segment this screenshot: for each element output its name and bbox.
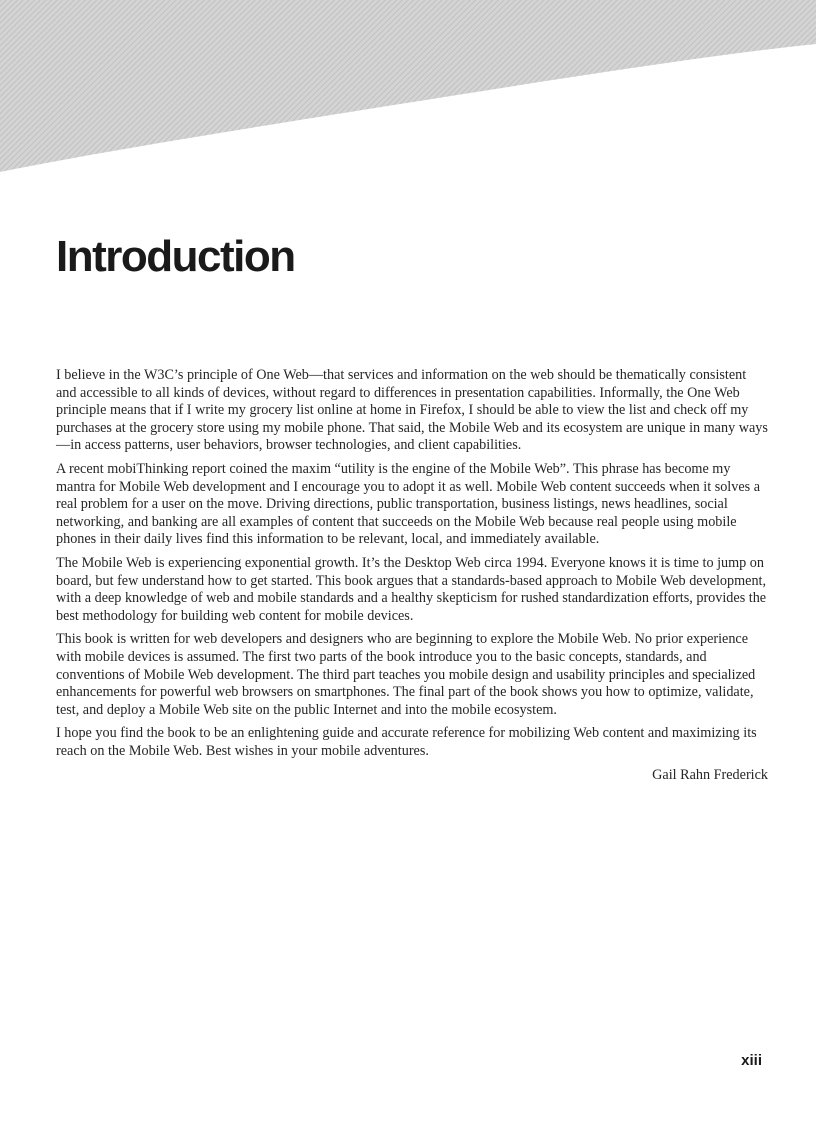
- paragraph: This book is written for web developers and designers who are beginning to explore the Mobile Web. No prior experience with mobile devices is assumed. The first two parts of the book introduce you to the basic concepts, standards, and conventions of Mobile Web development. The third part teaches you mobile design and usability principles and specialized enhancements for powerful web browsers on smartphones. The final part of the book shows you how to optimize, validate, test, and deploy a Mobile Web site on the public Internet and into the mobile ecosystem.: [56, 631, 756, 718]
- page-number: xiii: [741, 1052, 762, 1069]
- paragraph: I hope you find the book to be an enlightening guide and accurate reference for mobilizing Web content and maximizing its reach on the Mobile Web. Best wishes in your mobile adventures.: [56, 725, 757, 759]
- paragraph: I believe in the W3C’s principle of One Web—that services and information on the web should be thematically consistent and accessible to all kinds of devices, without regard to differences in presentation capabilities. Informally, the One Web principle means that if I write my grocery list online at home in Firefox, I should be able to view the list and check off my purchases at the grocery store using my mobile phone. That said, the Mobile Web and its ecosystem are unique in many ways—in access patterns, user behaviors, browser technologies, and client capabilities.: [56, 367, 768, 454]
- paragraph: A recent mobiThinking report coined the maxim “utility is the engine of the Mobile Web”. This phrase has become my mantra for Mobile Web development and I encourage you to adopt it as well. Mobile Web content succeeds when it solves a real problem for a user on the move. Driving directions, public transportation, business listings, news headlines, social networking, and banking are all examples of content that succeeds on the Mobile Web because real people using mobile phones in their daily lives find this information to be relevant, local, and immediately available.: [56, 460, 761, 548]
- chapter-title: Introduction: [56, 232, 295, 281]
- header-swoosh: [0, 0, 816, 180]
- author-signature: Gail Rahn Frederick: [652, 767, 768, 784]
- paragraph: The Mobile Web is experiencing exponential growth. It’s the Desktop Web circa 1994. Everyone knows it is time to jump on board, but few understand how to get started. This book argues that a standards-based approach to Mobile Web development, with a deep knowledge of web and mobile standards and a healthy skepticism for rushed standardization efforts, provides the best methodology for building web content for mobile devices.: [56, 554, 767, 624]
- body-text: [56, 367, 768, 784]
